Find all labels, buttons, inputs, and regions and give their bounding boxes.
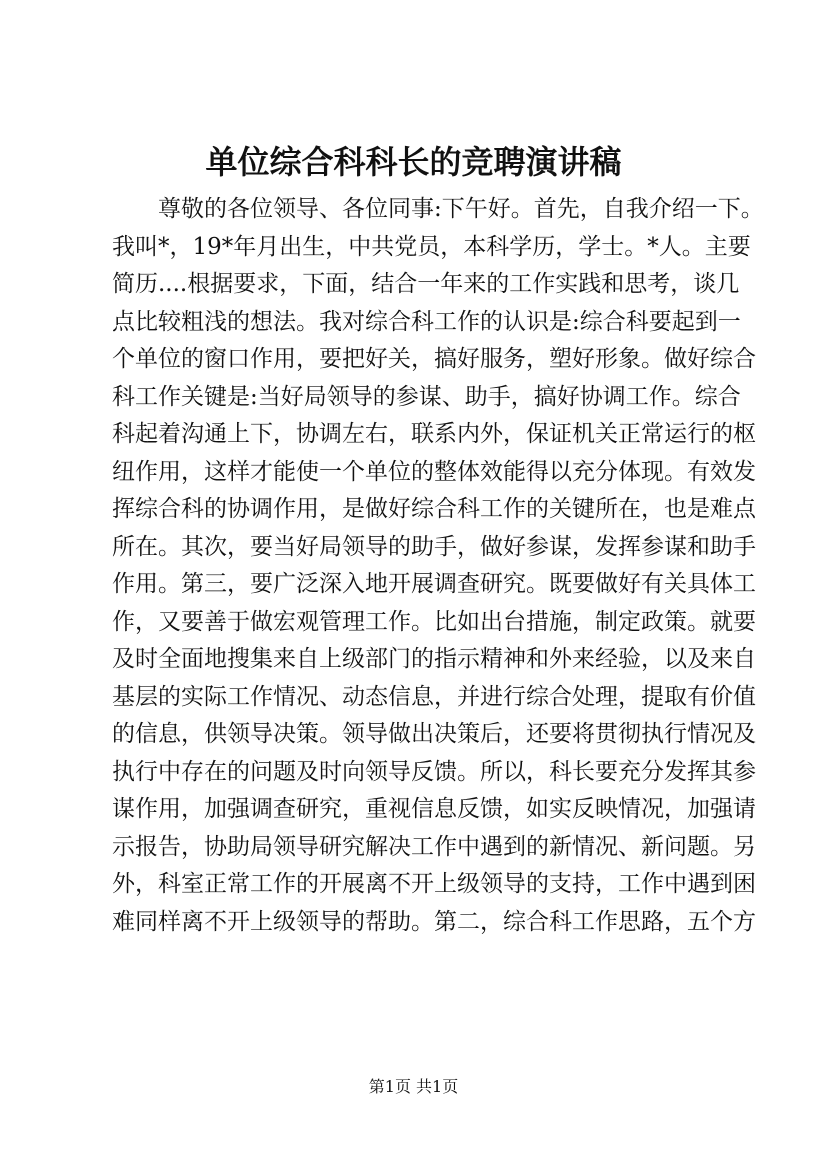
body-line: 外，科室正常工作的开展离不开上级领导的支持，工作中遇到困 — [112, 871, 756, 897]
body-line: 谋作用，加强调查研究，重视信息反馈，如实反映情况，加强请 — [112, 796, 756, 822]
body-line: 科起着沟通上下，协调左右，联系内外，保证机关正常运行的枢 — [112, 421, 756, 447]
body-line: 所在。其次，要当好局领导的助手，做好参谋，发挥参谋和助手 — [112, 533, 756, 560]
body-line: 我叫*，19*年月出生，中共党员，本科学历，学士。*人。主要 — [112, 233, 751, 260]
body-line: 挥综合科的协调作用，是做好综合科工作的关键所在，也是难点 — [112, 496, 756, 522]
body-line: 执行中存在的问题及时向领导反馈。所以，科长要充分发挥其参 — [112, 758, 756, 785]
body-line: 及时全面地搜集来自上级部门的指示精神和外来经验，以及来自 — [112, 646, 756, 672]
body-line: 科工作关键是:当好局领导的参谋、助手，搞好协调工作。综合 — [112, 383, 741, 410]
document-body — [112, 191, 764, 941]
body-line: 示报告，协助局领导研究解决工作中遇到的新情况、新问题。另 — [112, 833, 756, 860]
body-line: 点比较粗浅的想法。我对综合科工作的认识是:综合科要起到一 — [112, 308, 741, 335]
page-number-footer: 第1页 共1页 — [368, 1077, 459, 1096]
body-line: 纽作用，这样才能使一个单位的整体效能得以充分体现。有效发 — [112, 458, 756, 485]
body-line: 难同样离不开上级领导的帮助。第二，综合科工作思路，五个方 — [112, 908, 756, 935]
body-line: 的信息，供领导决策。领导做出决策后，还要将贯彻执行情况及 — [112, 721, 756, 747]
body-line: 简历....根据要求，下面，结合一年来的工作实践和思考，谈几 — [112, 271, 740, 297]
document-title: 单位综合科科长的竞聘演讲稿 — [205, 143, 622, 181]
body-line: 尊敬的各位领导、各位同事:下午好。首先，自我介绍一下。 — [158, 196, 764, 222]
body-line: 作用。第三，要广泛深入地开展调查研究。既要做好有关具体工 — [112, 571, 756, 597]
body-line: 作，又要善于做宏观管理工作。比如出台措施，制定政策。就要 — [112, 608, 756, 635]
body-line: 基层的实际工作情况、动态信息，并进行综合处理，提取有价值 — [112, 683, 756, 710]
body-line: 个单位的窗口作用，要把好关，搞好服务，塑好形象。做好综合 — [112, 346, 756, 372]
